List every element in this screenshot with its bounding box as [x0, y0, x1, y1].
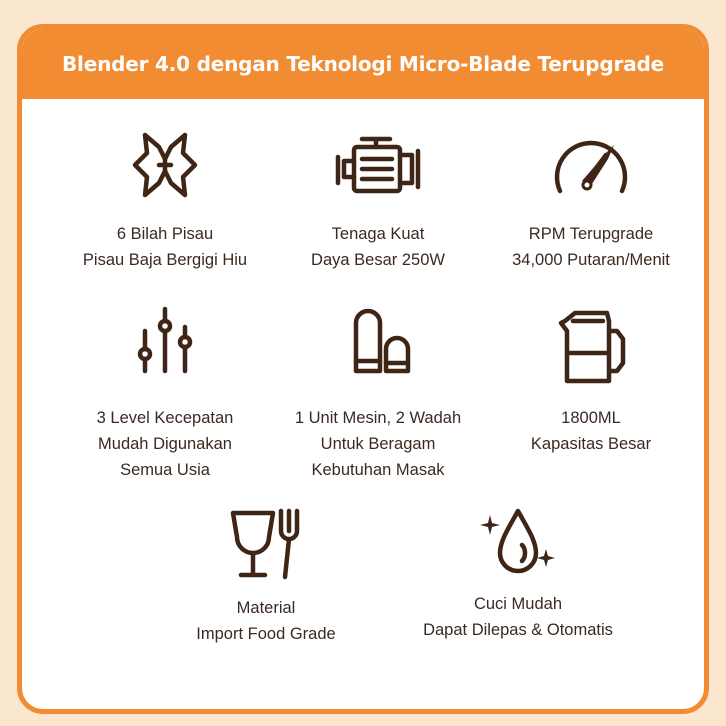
feature-line: 1800ML	[561, 409, 621, 427]
feature-capacity	[471, 301, 709, 457]
containers-icon	[338, 301, 418, 381]
blade-icon	[125, 125, 205, 205]
feature-line: Material	[236, 599, 296, 617]
food-grade-icon	[223, 501, 309, 587]
feature-line: Daya Besar 250W	[311, 251, 445, 269]
feature-line: RPM Terupgrade	[528, 225, 654, 243]
speedometer-icon	[546, 125, 636, 205]
feature-line: Semua Usia	[120, 461, 210, 479]
kettle-icon	[551, 301, 631, 387]
feature-line: Mudah Digunakan	[98, 435, 232, 453]
feature-containers	[258, 301, 498, 483]
feature-line: 34,000 Putaran/Menit	[512, 251, 670, 269]
feature-line: 3 Level Kecepatan	[96, 409, 234, 427]
feature-food-grade	[146, 501, 386, 647]
engine-icon	[332, 125, 424, 205]
title-banner	[22, 29, 704, 99]
speed-level-icon	[125, 301, 205, 381]
feature-easy-clean	[398, 501, 638, 643]
feature-line: Tenaga Kuat	[331, 225, 425, 243]
feature-line: Pisau Baja Bergigi Hiu	[82, 251, 248, 269]
feature-line: Import Food Grade	[196, 625, 336, 643]
feature-line: Kapasitas Besar	[530, 435, 652, 453]
feature-line: Kebutuhan Masak	[311, 461, 445, 479]
banner-title: Blender 4.0 dengan Teknologi Micro-Blade Terupgrade	[62, 52, 664, 76]
feature-power	[258, 125, 498, 273]
feature-line: Cuci Mudah	[473, 595, 563, 613]
feature-line: 1 Unit Mesin, 2 Wadah	[294, 409, 462, 427]
feature-line: Untuk Beragam	[320, 435, 436, 453]
feature-speed-levels	[45, 301, 285, 483]
feature-line: 6 Bilah Pisau	[116, 225, 214, 243]
water-drop-icon	[478, 501, 558, 583]
feature-blades	[45, 125, 285, 273]
feature-line: Dapat Dilepas & Otomatis	[423, 621, 613, 639]
feature-card	[17, 24, 709, 714]
feature-rpm	[471, 125, 709, 273]
